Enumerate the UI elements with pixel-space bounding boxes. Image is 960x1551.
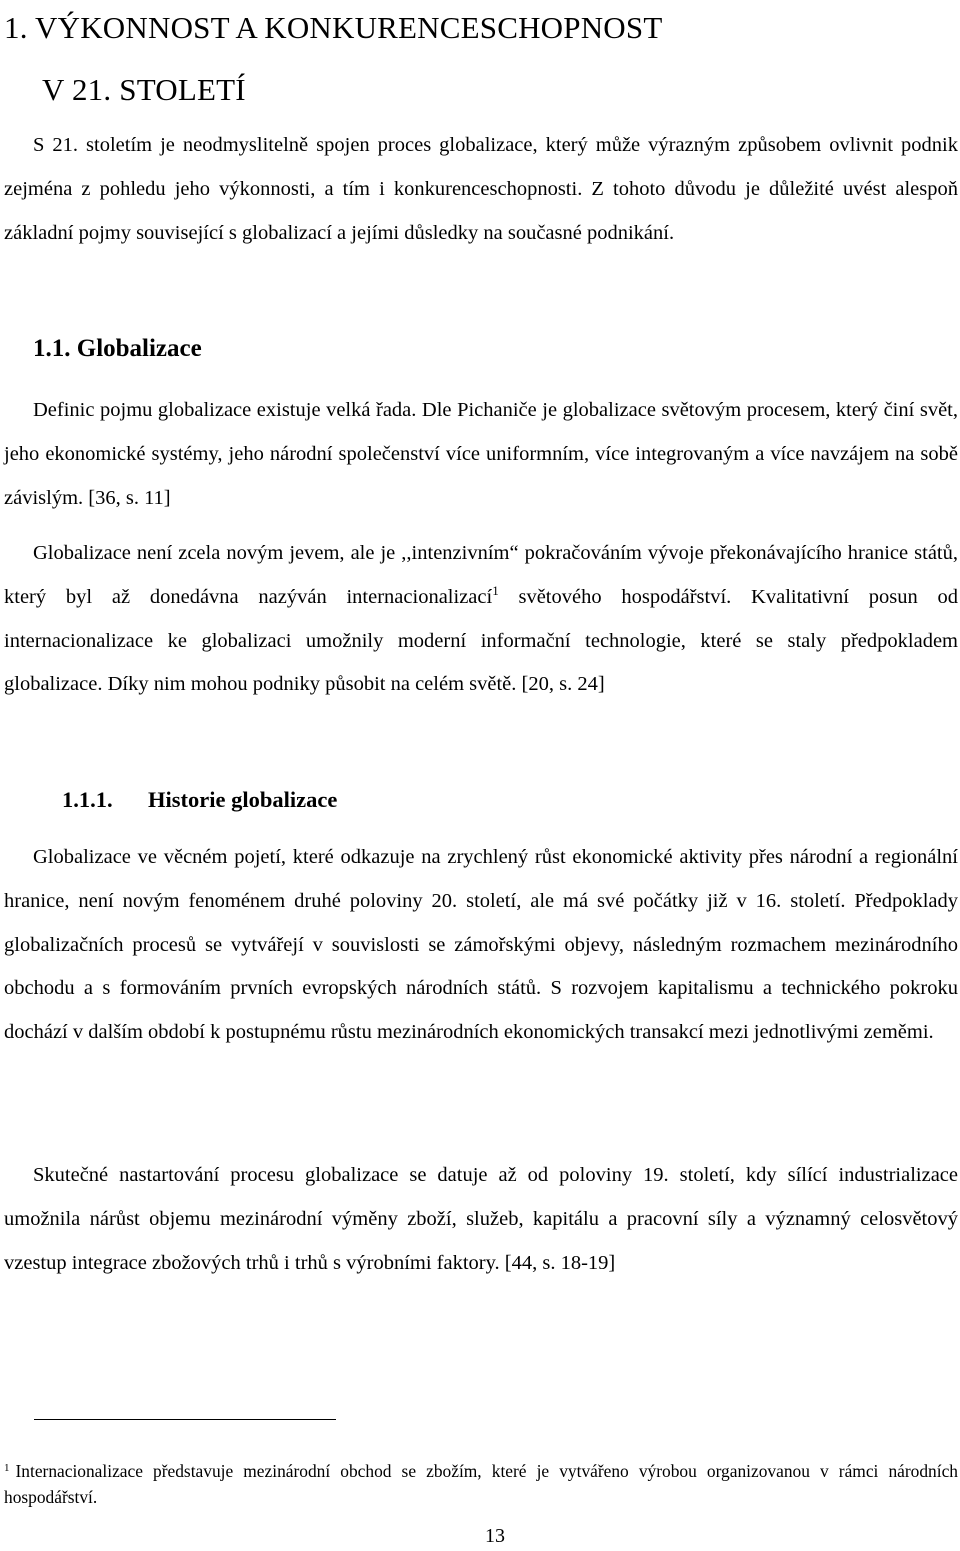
page-number: 13 <box>485 1525 505 1547</box>
subsection-number: 1.1.1. <box>62 787 113 812</box>
chapter-title-line-1: 1. VÝKONNOST A KONKURENCESCHOPNOST <box>4 10 663 45</box>
footnote-marker: 1 <box>4 1462 10 1474</box>
chapter-title-line-2: V 21. STOLETÍ <box>42 72 246 107</box>
section-heading-globalizace: 1.1. Globalizace <box>33 335 202 362</box>
globalizace-paragraph-2-text-a: Globalizace není zcela novým jevem, ale je ,,intenzivním“ pokračováním vývoje překonávajícího hranice států, který byl až donedávna nazýván internacionalizací <box>4 542 958 608</box>
globalizace-paragraph-2-text-b: světového hospodářství. Kvalitativní posun od internacionalizace ke globalizaci umožnily moderní informační technologie, které se staly předpokladem globalizace. Díky nim mohou podniky působit na celém světě. [20, s. 24] <box>4 585 958 696</box>
historie-paragraph-1: Globalizace ve věcném pojetí, které odkazuje na zrychlený růst ekonomické aktivity přes národní a regionální hranice, není novým fenoménem druhé poloviny 20. století, ale má své počátky již v 16. století. Předpoklady globalizačních procesů se vytvářejí v souvislosti se zámořskými objevy, následným rozmachem mezinárodního obchodu a s formováním prvních evropských národních států. S rozvojem kapitalismu a technického pokroku dochází v dalším období k postupnému růstu mezinárodních ekonomických transakcí mezi jednotlivými zeměmi. <box>4 846 958 1044</box>
footnote-reference: 1 <box>492 582 499 598</box>
footnote <box>4 1458 958 1510</box>
globalizace-paragraph-2 <box>4 532 958 707</box>
historie-paragraph-2: Skutečné nastartování procesu globalizace se datuje až od poloviny 19. století, kdy sílící industrializace umožnila nárůst objemu mezinárodní výměny zboží, služeb, kapitálu a pracovní síly a významný celosvětový vzestup integrace zbožových trhů i trhů s výrobními faktory. [44, s. 18-19] <box>4 1164 958 1274</box>
globalizace-paragraph-1: Definic pojmu globalizace existuje velká řada. Dle Pichaniče je globalizace světovým procesem, který činí svět, jeho ekonomické systémy, jeho národní společenství více uniformním, více integrovaným a více navzájem na sobě závislým. [36, s. 11] <box>4 399 958 509</box>
footnote-divider <box>34 1419 336 1420</box>
footnote-text: Internacionalizace představuje mezinárodní obchod se zbožím, které je vytvářeno výrobou organizovanou v rámci národních hospodářství. <box>4 1461 958 1507</box>
subsection-heading-historie <box>62 777 337 823</box>
intro-paragraph: S 21. stoletím je neodmyslitelně spojen proces globalizace, který může výrazným způsobem ovlivnit podnik zejména z pohledu jeho výkonnosti, a tím i konkurenceschopnosti. Z tohoto důvodu je důležité uvést alespoň základní pojmy související s globalizací a jejími důsledky na současné podnikání. <box>4 134 958 244</box>
subsection-title: Historie globalizace <box>148 787 338 812</box>
chapter-title <box>4 0 662 118</box>
